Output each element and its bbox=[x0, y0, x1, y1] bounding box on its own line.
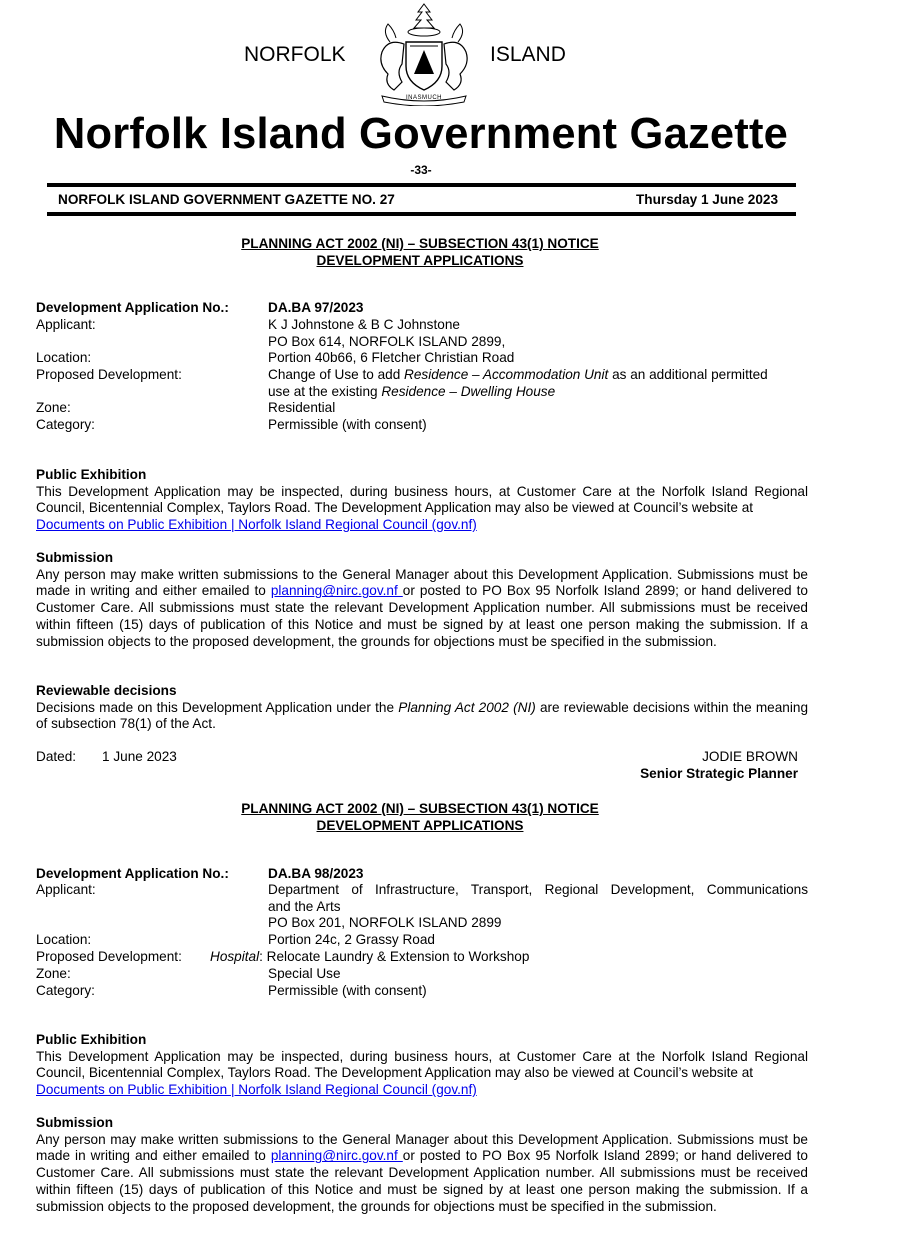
notice2-heading-line2: DEVELOPMENT APPLICATIONS bbox=[316, 818, 524, 833]
notice1-proposed-pre: Change of Use to add bbox=[268, 367, 405, 382]
notice1-reviewable-text bbox=[36, 700, 808, 733]
notice2-submission-section bbox=[36, 1115, 808, 1215]
notice1-signatory-name: JODIE BROWN bbox=[702, 749, 798, 764]
gazette-date: Thursday 1 June 2023 bbox=[636, 192, 779, 207]
masthead-right-word: ISLAND bbox=[490, 43, 566, 66]
notice1-proposed-line2: use at the existing bbox=[268, 383, 382, 399]
notice1-dated-label: Dated: bbox=[36, 749, 77, 764]
notice1-reviewable-pre: Decisions made on this Development Application under the bbox=[36, 699, 399, 715]
notice1-heading bbox=[0, 235, 840, 269]
notice1-da-row bbox=[36, 300, 808, 317]
notice2-submission-text bbox=[36, 1132, 808, 1216]
notice1-submission-section bbox=[36, 550, 808, 650]
notice1-proposed-row bbox=[36, 367, 808, 401]
notice1-submission-post: or posted to PO Box 95 Norfolk Island 2899; or hand delivered to Customer Care. All submissions must state the relevant Development Application number. All submissions must be received within fifteen (15) days of publication of this Notice and must be signed by at least one person making the submission. If a submission objects to the proposed development, the grounds for objections must be specified in the submission. bbox=[36, 583, 808, 649]
notice2-submission-post: or posted to PO Box 95 Norfolk Island 2899; or hand delivered to Customer Care. All submissions must state the relevant Development Application number. All submissions must be received within fifteen (15) days of publication of this Notice and must be signed by at least one person making the submission. If a submission objects to the proposed development, the grounds for objections must be specified in the submission. bbox=[36, 1148, 808, 1214]
masthead-left-word: NORFOLK bbox=[244, 43, 346, 66]
notice2-exhibition-text: This Development Application may be inspected, during business hours, at Customer Care at the Norfolk Island Regional Council, Bicentennial Complex, Taylors Road. The Development Application may also be viewed at Council’s website at bbox=[36, 1048, 808, 1081]
notice1-submission-pre: Any person may make written submissions to the General Manager about this Development Application. Submissions must be made in writing and either emailed to bbox=[36, 566, 808, 599]
coat-of-arms-icon bbox=[368, 2, 480, 106]
notice2-submission-heading: Submission bbox=[36, 1115, 114, 1130]
notice1-exhibition-link[interactable]: Documents on Public Exhibition | Norfolk Island Regional Council (gov.nf) bbox=[36, 517, 477, 533]
notice1-applicant-line2: PO Box 614, NORFOLK ISLAND 2899, bbox=[268, 333, 506, 349]
notice2-applicant-line2: and the Arts bbox=[268, 898, 341, 914]
notice2-heading-line1: PLANNING ACT 2002 (NI) – SUBSECTION 43(1) NOTICE bbox=[241, 801, 599, 816]
notice2-da-label: Development Application No.: bbox=[36, 866, 229, 881]
notice2-da-value: DA.BA 98/2023 bbox=[268, 866, 364, 881]
notice1-category-row bbox=[36, 417, 808, 434]
notice1-proposed-value bbox=[268, 367, 808, 400]
notice1-category-value: Permissible (with consent) bbox=[268, 417, 427, 432]
notice1-da-label: Development Application No.: bbox=[36, 300, 229, 315]
notice1-applicant-value bbox=[268, 317, 808, 350]
notice1-submission-heading: Submission bbox=[36, 550, 114, 565]
notice1-exhibition-section bbox=[36, 467, 808, 534]
header-rule-bottom bbox=[47, 212, 796, 216]
notice1-zone-value: Residential bbox=[268, 400, 336, 415]
notice2-proposed-italic: Hospital bbox=[210, 949, 260, 964]
notice1-proposed-italic2: Residence – Dwelling House bbox=[381, 383, 556, 399]
notice1-location-label: Location: bbox=[36, 350, 92, 365]
notice1-applicant-line1: K J Johnstone & B C Johnstone bbox=[268, 317, 460, 332]
notice1-category-label: Category: bbox=[36, 417, 95, 432]
notice1-signatory-title: Senior Strategic Planner bbox=[640, 766, 798, 781]
notice1-zone-label: Zone: bbox=[36, 400, 71, 415]
gazette-title: Norfolk Island Government Gazette bbox=[53, 110, 789, 158]
notice2-heading bbox=[0, 800, 840, 834]
notice1-da-value: DA.BA 97/2023 bbox=[268, 300, 364, 315]
notice1-reviewable-heading: Reviewable decisions bbox=[36, 683, 177, 698]
notice1-reviewable-post: are reviewable decisions within the meaning of subsection 78(1) of the Act. bbox=[36, 699, 809, 732]
notice2-proposed-row bbox=[36, 949, 808, 966]
notice2-exhibition-section bbox=[36, 1032, 808, 1099]
notice2-proposed-value bbox=[210, 949, 529, 966]
notice2-category-value: Permissible (with consent) bbox=[268, 983, 427, 998]
notice1-location-value: Portion 40b66, 6 Fletcher Christian Road bbox=[268, 350, 515, 365]
notice1-proposed-label: Proposed Development: bbox=[36, 367, 182, 382]
page-number: -33- bbox=[410, 163, 432, 177]
notice1-submission-email-link[interactable]: planning@nirc.gov.nf bbox=[270, 583, 403, 599]
notice2-zone-row bbox=[36, 966, 808, 983]
notice1-submission-text bbox=[36, 567, 808, 651]
crest-motto: INASMUCH bbox=[405, 95, 442, 101]
gazette-number: NORFOLK ISLAND GOVERNMENT GAZETTE NO. 27 bbox=[58, 192, 395, 207]
notice2-location-value: Portion 24c, 2 Grassy Road bbox=[268, 932, 435, 947]
notice2-applicant-line3: PO Box 201, NORFOLK ISLAND 2899 bbox=[268, 915, 502, 931]
notice1-location-row bbox=[36, 350, 808, 367]
notice1-applicant-row bbox=[36, 317, 808, 351]
notice1-proposed-italic1: Residence – Accommodation Unit bbox=[404, 367, 609, 382]
notice2-location-row bbox=[36, 932, 808, 949]
notice2-category-label: Category: bbox=[36, 983, 95, 998]
notice2-applicant-label: Applicant: bbox=[36, 882, 96, 897]
notice2-category-row bbox=[36, 983, 808, 1000]
notice2-exhibition-link[interactable]: Documents on Public Exhibition | Norfolk Island Regional Council (gov.nf) bbox=[36, 1082, 477, 1098]
notice2-submission-email-link[interactable]: planning@nirc.gov.nf bbox=[270, 1148, 403, 1164]
notice1-proposed-mid: as an additional permitted bbox=[608, 367, 768, 382]
notice1-dated-value: 1 June 2023 bbox=[102, 749, 177, 764]
notice2-proposed-text: : Relocate Laundry & Extension to Workshop bbox=[259, 949, 530, 964]
notice2-da-row bbox=[36, 866, 808, 883]
notice1-exhibition-text: This Development Application may be inspected, during business hours, at Customer Care at the Norfolk Island Regional Council, Bicentennial Complex, Taylors Road. The Development Application may also be viewed at Council’s website at bbox=[36, 483, 808, 516]
notice2-exhibition-heading: Public Exhibition bbox=[36, 1032, 147, 1047]
notice2-location-label: Location: bbox=[36, 932, 92, 947]
notice1-heading-line2: DEVELOPMENT APPLICATIONS bbox=[316, 253, 524, 268]
notice2-applicant-line1: Department of Infrastructure, Transport, Regional Development, Communications bbox=[268, 882, 808, 897]
notice1-applicant-label: Applicant: bbox=[36, 317, 96, 332]
notice1-reviewable-section bbox=[36, 683, 808, 733]
notice1-exhibition-heading: Public Exhibition bbox=[36, 467, 147, 482]
notice1-zone-row bbox=[36, 400, 808, 417]
notice2-zone-value: Special Use bbox=[268, 966, 341, 981]
notice1-reviewable-italic: Planning Act 2002 (NI) bbox=[398, 699, 536, 715]
notice2-applicant-row bbox=[36, 882, 808, 932]
notice2-submission-pre: Any person may make written submissions to the General Manager about this Development Application. Submissions must be made in writing and either emailed to bbox=[36, 1131, 808, 1164]
notice1-heading-line1: PLANNING ACT 2002 (NI) – SUBSECTION 43(1) NOTICE bbox=[241, 236, 599, 251]
notice2-proposed-label: Proposed Development: bbox=[36, 949, 182, 964]
header-rule-top bbox=[47, 183, 796, 187]
notice2-zone-label: Zone: bbox=[36, 966, 71, 981]
